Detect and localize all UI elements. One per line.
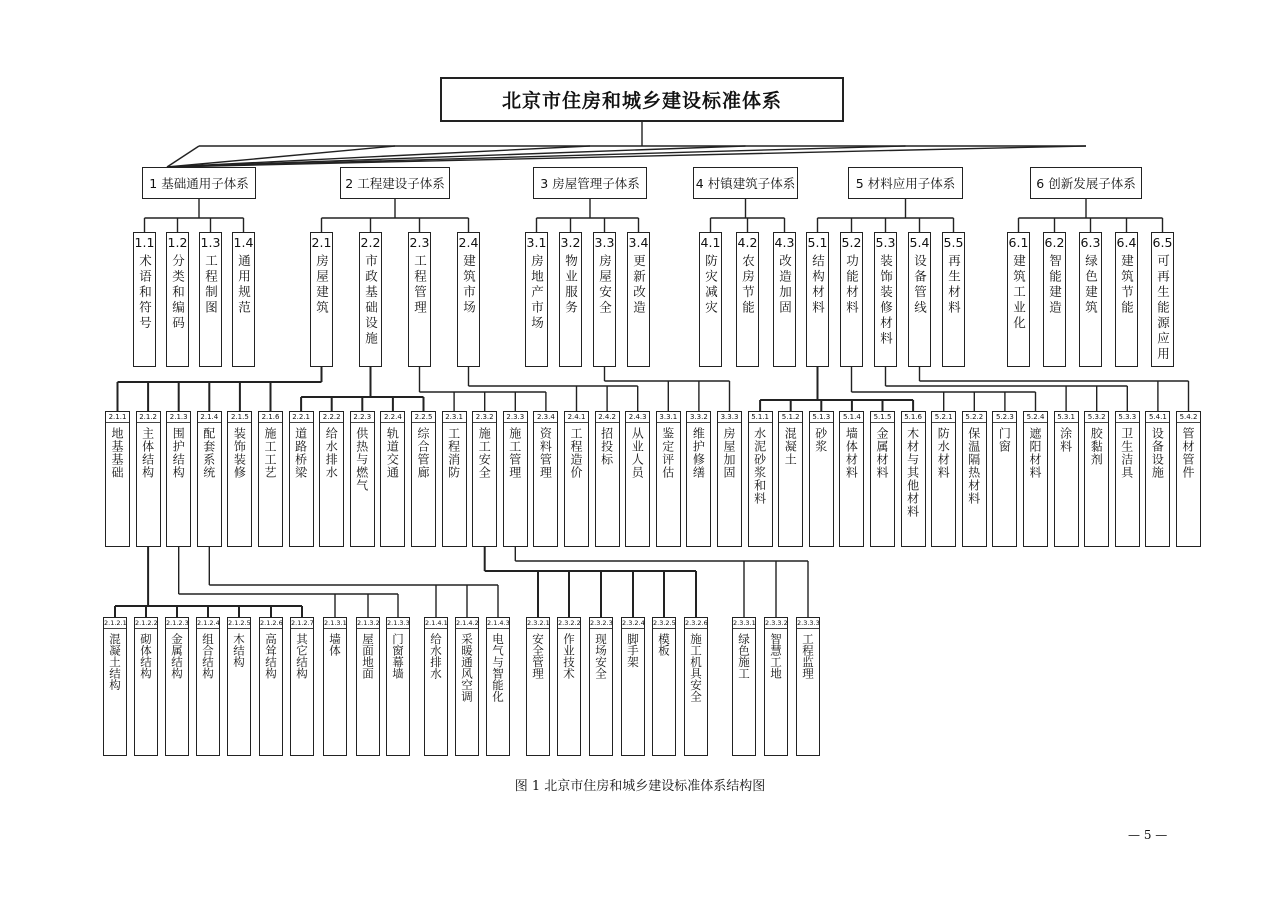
sub-category-box-5.1.1 [748, 411, 773, 547]
code-label: 6.1 [1008, 235, 1029, 250]
name-label: 资料管理 [538, 427, 553, 479]
sub-category-box-3.3.2 [686, 411, 711, 547]
sub-category-box-5.4.2 [1176, 411, 1201, 547]
category-box-5.5 [942, 232, 965, 367]
name-label: 涂料 [1058, 427, 1073, 453]
category-box-3.3 [593, 232, 616, 367]
page-number: — 5 — [1128, 828, 1168, 842]
code-label: 5.3 [875, 235, 896, 250]
name-label: 配套系统 [201, 427, 216, 479]
subsystem-label: 5 材料应用子体系 [855, 176, 956, 191]
sub-category-box-5.1.3 [809, 411, 834, 547]
name-label: 金属结构 [170, 633, 184, 679]
item-box-2.1.2.3 [165, 617, 189, 756]
name-label: 再生材料 [946, 254, 962, 316]
name-label: 工程制图 [203, 254, 219, 316]
sub-category-box-2.1.6 [258, 411, 283, 547]
item-box-2.1.4.2 [455, 617, 479, 756]
name-label: 墙体 [328, 633, 342, 656]
item-box-2.3.3.3 [796, 617, 820, 756]
code-label: 5.1.2 [779, 412, 802, 423]
name-label: 术语和符号 [137, 254, 153, 332]
code-label: 2.1.4.3 [487, 619, 510, 627]
code-label: 2.2 [360, 235, 381, 250]
code-label: 2.4.1 [565, 412, 588, 423]
category-box-6.1 [1007, 232, 1030, 367]
name-label: 房屋安全 [597, 254, 613, 316]
name-label: 绿色施工 [737, 633, 751, 679]
name-label: 保温隔热材料 [966, 427, 981, 505]
category-box-3.1 [525, 232, 548, 367]
category-box-2.2 [359, 232, 382, 367]
code-label: 2.3.3 [504, 412, 527, 423]
sub-category-box-2.2.4 [380, 411, 405, 547]
sub-category-box-2.4.3 [625, 411, 650, 547]
item-box-2.1.2.2 [134, 617, 158, 756]
name-label: 组合结构 [201, 633, 215, 679]
sub-category-box-5.3.2 [1084, 411, 1109, 547]
code-label: 6.5 [1152, 235, 1173, 250]
category-box-4.1 [699, 232, 722, 367]
name-label: 混凝土 [783, 427, 798, 466]
category-box-2.3 [408, 232, 431, 367]
code-label: 6.2 [1044, 235, 1065, 250]
sub-category-box-5.1.5 [870, 411, 895, 547]
subsystem-label: 2 工程建设子体系 [345, 176, 445, 191]
name-label: 维护修缮 [691, 427, 706, 479]
name-label: 水泥砂浆和料 [752, 427, 767, 505]
name-label: 智能建造 [1047, 254, 1063, 316]
category-box-3.2 [559, 232, 582, 367]
item-box-2.3.2.6 [684, 617, 708, 756]
sub-category-box-2.2.3 [350, 411, 375, 547]
name-label: 更新改造 [631, 254, 647, 316]
name-label: 砌体结构 [139, 633, 153, 679]
name-label: 给水排水 [429, 633, 443, 679]
name-label: 木结构 [232, 633, 246, 668]
sub-category-box-5.1.6 [901, 411, 926, 547]
figure-caption: 图 1 北京市住房和城乡建设标准体系结构图 [514, 779, 766, 794]
code-label: 5.4 [909, 235, 930, 250]
item-box-2.3.2.3 [589, 617, 613, 756]
code-label: 1.2 [167, 235, 188, 250]
code-label: 2.1.3.1 [324, 619, 347, 627]
name-label: 设备设施 [1150, 427, 1165, 479]
item-box-2.1.4.1 [424, 617, 448, 756]
name-label: 给水排水 [324, 427, 339, 479]
item-box-2.1.2.4 [196, 617, 220, 756]
item-box-2.3.3.2 [764, 617, 788, 756]
code-label: 2.3.2.6 [685, 619, 708, 627]
code-label: 2.1.6 [259, 412, 282, 423]
subsystem-box-2 [340, 167, 450, 199]
name-label: 通用规范 [236, 254, 252, 316]
name-label: 遮阳材料 [1028, 427, 1042, 479]
name-label: 胶黏剂 [1089, 427, 1104, 466]
category-box-1.1 [133, 232, 156, 367]
name-label: 装饰装修 [232, 427, 247, 479]
code-label: 2.4.2 [596, 412, 619, 423]
subsystem-box-1 [142, 167, 256, 199]
name-label: 金属材料 [875, 427, 889, 479]
name-label: 采暖通风空调 [460, 633, 474, 702]
code-label: 2.1.3.3 [387, 619, 410, 627]
category-box-2.1 [310, 232, 333, 367]
code-label: 5.3.1 [1055, 412, 1078, 423]
item-box-2.3.2.4 [621, 617, 645, 756]
category-box-5.4 [908, 232, 931, 367]
code-label: 2.1.2 [137, 412, 160, 423]
name-label: 现场安全 [594, 633, 608, 679]
item-box-2.1.2.1 [103, 617, 127, 756]
sub-category-box-5.2.2 [962, 411, 987, 547]
name-label: 房屋建筑 [314, 254, 330, 316]
code-label: 2.1.4.2 [456, 619, 479, 627]
sub-category-box-5.1.2 [778, 411, 803, 547]
item-box-2.1.2.5 [227, 617, 251, 756]
name-label: 装饰装修材料 [878, 254, 894, 347]
name-label: 房屋加固 [722, 427, 736, 479]
code-label: 5.4.2 [1177, 412, 1200, 423]
code-label: 2.2.4 [381, 412, 404, 423]
name-label: 主体结构 [140, 427, 155, 479]
code-label: 2.2.3 [351, 412, 374, 423]
name-label: 其它结构 [295, 633, 309, 679]
code-label: 6.3 [1080, 235, 1101, 250]
code-label: 5.3.3 [1116, 412, 1139, 423]
name-label: 工程管理 [412, 254, 428, 316]
sub-category-box-2.1.1 [105, 411, 130, 547]
subsystem-label: 3 房屋管理子体系 [540, 176, 640, 191]
name-label: 防灾减灾 [703, 254, 719, 316]
code-label: 2.3.2.5 [653, 619, 676, 627]
sub-category-box-5.2.4 [1023, 411, 1048, 547]
code-label: 2.3.4 [534, 412, 557, 423]
name-label: 建筑市场 [461, 254, 477, 316]
category-box-4.2 [736, 232, 759, 367]
code-label: 2.3.2.1 [527, 619, 550, 627]
category-box-6.2 [1043, 232, 1066, 367]
code-label: 2.1.4 [198, 412, 221, 423]
name-label: 混凝土结构 [108, 633, 122, 691]
code-label: 2.1.2.6 [260, 619, 283, 627]
name-label: 道路桥梁 [293, 427, 308, 479]
sub-category-box-2.1.2 [136, 411, 161, 547]
sub-category-box-2.4.2 [595, 411, 620, 547]
name-label: 施工安全 [477, 427, 492, 479]
code-label: 2.3 [409, 235, 430, 250]
item-box-2.3.3.1 [732, 617, 756, 756]
code-label: 6.4 [1116, 235, 1137, 250]
name-label: 木材与其他材料 [905, 427, 920, 518]
name-label: 建筑工业化 [1011, 254, 1027, 332]
name-label: 绿色建筑 [1083, 254, 1099, 316]
code-label: 3.3.3 [718, 412, 741, 423]
name-label: 鉴定评估 [660, 427, 675, 479]
name-label: 结构材料 [810, 254, 826, 316]
name-label: 农房节能 [740, 254, 756, 316]
code-label: 2.4 [458, 235, 479, 250]
code-label: 2.3.2 [473, 412, 496, 423]
code-label: 4.3 [774, 235, 795, 250]
root-title: 北京市住房和城乡建设标准体系 [501, 90, 782, 112]
sub-category-box-2.3.3 [503, 411, 528, 547]
name-label: 脚手架 [626, 633, 640, 668]
category-box-5.3 [874, 232, 897, 367]
code-label: 5.1.4 [840, 412, 863, 423]
sub-category-box-5.4.1 [1145, 411, 1170, 547]
item-box-2.1.3.2 [356, 617, 380, 756]
code-label: 2.1.2.3 [166, 619, 189, 627]
sub-category-box-2.1.5 [227, 411, 252, 547]
name-label: 门窗幕墙 [391, 633, 405, 679]
category-box-6.4 [1115, 232, 1138, 367]
code-label: 2.3.1 [443, 412, 466, 423]
code-label: 2.1.2.5 [228, 619, 251, 627]
code-label: 2.1.5 [228, 412, 251, 423]
item-box-2.3.2.2 [557, 617, 581, 756]
code-label: 5.5 [943, 235, 964, 250]
code-label: 2.1.2.4 [197, 619, 220, 627]
category-box-6.3 [1079, 232, 1102, 367]
name-label: 从业人员 [630, 427, 645, 479]
code-label: 2.1.3 [167, 412, 190, 423]
category-box-3.4 [627, 232, 650, 367]
code-label: 5.1.3 [810, 412, 833, 423]
category-box-5.2 [840, 232, 863, 367]
code-label: 2.1.4.1 [425, 619, 448, 627]
name-label: 招投标 [599, 427, 614, 466]
name-label: 轨道交通 [385, 427, 400, 479]
name-label: 设备管线 [912, 254, 928, 316]
code-label: 5.4.1 [1146, 412, 1169, 423]
name-label: 防水材料 [936, 427, 951, 479]
name-label: 施工机具安全 [689, 633, 703, 702]
code-label: 1.4 [233, 235, 254, 250]
sub-category-box-5.1.4 [839, 411, 864, 547]
code-label: 2.1.2.7 [291, 619, 314, 627]
subsystem-label: 1 基础通用子体系 [149, 176, 249, 191]
code-label: 5.1 [807, 235, 828, 250]
code-label: 5.2.2 [963, 412, 986, 423]
code-label: 5.2.1 [932, 412, 955, 423]
sub-category-box-2.1.3 [166, 411, 191, 547]
code-label: 2.3.2.4 [622, 619, 645, 627]
name-label: 地基基础 [110, 427, 124, 479]
name-label: 物业服务 [563, 254, 579, 316]
sub-category-box-2.2.1 [289, 411, 314, 547]
category-box-1.2 [166, 232, 189, 367]
sub-category-box-5.2.1 [931, 411, 956, 547]
name-label: 围护结构 [171, 427, 186, 479]
name-label: 施工管理 [507, 427, 522, 479]
name-label: 工程消防 [446, 427, 461, 479]
code-label: 3.1 [526, 235, 547, 250]
category-box-2.4 [457, 232, 480, 367]
sub-category-box-5.3.1 [1054, 411, 1079, 547]
subsystem-label: 4 村镇建筑子体系 [695, 176, 796, 191]
code-label: 5.3.2 [1085, 412, 1108, 423]
code-label: 2.1.2.2 [135, 619, 158, 627]
subsystem-box-6 [1030, 167, 1142, 199]
code-label: 1.1 [134, 235, 155, 250]
name-label: 房地产市场 [529, 254, 545, 332]
name-label: 模板 [657, 633, 671, 656]
subsystem-box-4 [693, 167, 798, 199]
code-label: 3.3.2 [687, 412, 710, 423]
code-label: 2.3.3.1 [733, 619, 756, 627]
name-label: 安全管理 [531, 633, 545, 679]
code-label: 2.1.2.1 [104, 619, 127, 627]
name-label: 施工工艺 [263, 427, 277, 479]
name-label: 功能材料 [844, 254, 860, 316]
code-label: 2.2.5 [412, 412, 435, 423]
code-label: 2.3.2.2 [558, 619, 581, 627]
sub-category-box-5.2.3 [992, 411, 1017, 547]
name-label: 电气与智能化 [491, 633, 505, 702]
root-title-box [440, 77, 844, 122]
code-label: 4.2 [737, 235, 758, 250]
item-box-2.1.2.6 [259, 617, 283, 756]
name-label: 可再生能源应用 [1155, 254, 1171, 363]
sub-category-box-2.3.1 [442, 411, 467, 547]
category-box-1.4 [232, 232, 255, 367]
code-label: 5.2.3 [993, 412, 1016, 423]
code-label: 4.1 [700, 235, 721, 250]
code-label: 5.2 [841, 235, 862, 250]
code-label: 3.3 [594, 235, 615, 250]
name-label: 卫生洁具 [1119, 427, 1134, 479]
category-box-6.5 [1151, 232, 1174, 367]
name-label: 作业技术 [562, 633, 576, 679]
sub-category-box-3.3.3 [717, 411, 742, 547]
code-label: 5.1.6 [902, 412, 925, 423]
sub-category-box-2.1.4 [197, 411, 222, 547]
category-box-4.3 [773, 232, 796, 367]
item-box-2.3.2.5 [652, 617, 676, 756]
sub-category-box-2.2.2 [319, 411, 344, 547]
item-box-2.1.3.3 [386, 617, 410, 756]
sub-category-box-2.4.1 [564, 411, 589, 547]
name-label: 智慧工地 [769, 633, 783, 679]
name-label: 市政基础设施 [363, 254, 379, 347]
code-label: 3.2 [560, 235, 581, 250]
name-label: 管材管件 [1181, 427, 1195, 479]
sub-category-box-2.2.5 [411, 411, 436, 547]
name-label: 砂浆 [813, 427, 828, 453]
sub-category-box-2.3.4 [533, 411, 558, 547]
item-box-2.1.2.7 [290, 617, 314, 756]
name-label: 改造加固 [777, 254, 793, 316]
code-label: 2.1.1 [106, 412, 129, 423]
item-box-2.1.4.3 [486, 617, 510, 756]
subsystem-box-5 [848, 167, 963, 199]
code-label: 2.2.1 [290, 412, 313, 423]
code-label: 2.3.3.3 [797, 619, 820, 627]
code-label: 3.4 [628, 235, 649, 250]
name-label: 分类和编码 [170, 254, 186, 332]
code-label: 2.4.3 [626, 412, 649, 423]
code-label: 2.2.2 [320, 412, 343, 423]
name-label: 高耸结构 [264, 633, 278, 679]
name-label: 工程监理 [801, 633, 815, 679]
name-label: 墙体材料 [844, 427, 859, 479]
name-label: 工程造价 [569, 427, 583, 479]
category-box-1.3 [199, 232, 222, 367]
name-label: 门窗 [997, 427, 1012, 453]
code-label: 5.1.5 [871, 412, 894, 423]
code-label: 2.1.3.2 [357, 619, 380, 627]
sub-category-box-3.3.1 [656, 411, 681, 547]
name-label: 屋面地面 [361, 633, 375, 679]
category-box-5.1 [806, 232, 829, 367]
code-label: 2.3.3.2 [765, 619, 788, 627]
subsystem-label: 6 创新发展子体系 [1036, 176, 1136, 191]
code-label: 3.3.1 [657, 412, 680, 423]
subsystem-box-3 [533, 167, 647, 199]
code-label: 5.2.4 [1024, 412, 1047, 423]
code-label: 2.1 [311, 235, 332, 250]
item-box-2.1.3.1 [323, 617, 347, 756]
sub-category-box-5.3.3 [1115, 411, 1140, 547]
name-label: 供热与燃气 [354, 427, 369, 492]
name-label: 建筑节能 [1119, 254, 1135, 316]
code-label: 1.3 [200, 235, 221, 250]
connector-line [167, 146, 1086, 167]
code-label: 2.3.2.3 [590, 619, 613, 627]
name-label: 综合管廊 [416, 427, 430, 479]
item-box-2.3.2.1 [526, 617, 550, 756]
sub-category-box-2.3.2 [472, 411, 497, 547]
code-label: 5.1.1 [749, 412, 772, 423]
